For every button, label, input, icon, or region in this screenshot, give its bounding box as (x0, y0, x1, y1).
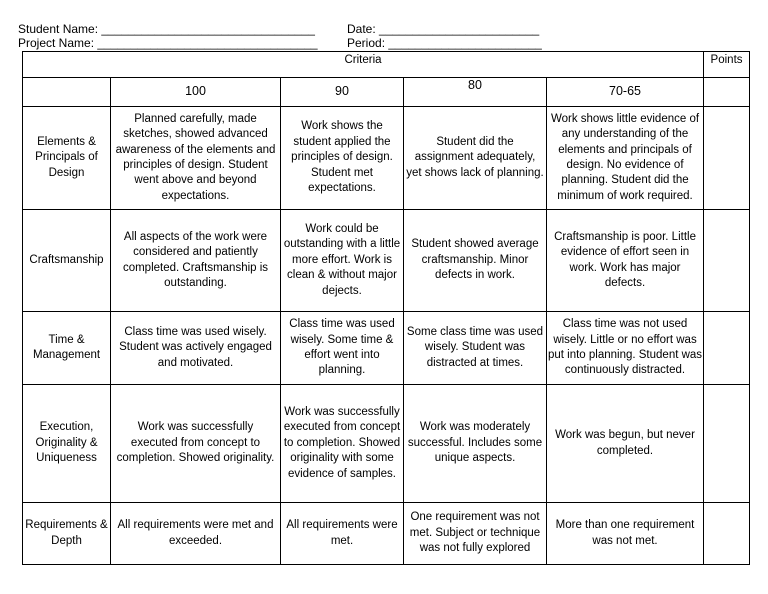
points-cell (704, 107, 750, 210)
criteria-header-row (23, 52, 750, 78)
points-header: Points (704, 52, 750, 78)
cell-70-65: More than one requirement was not met. (547, 503, 704, 565)
score-header-90: 90 (281, 78, 404, 107)
cell-70-65: Craftsmanship is poor. Little evidence of effort seen in work. Work has major defects. (547, 210, 704, 312)
cell-70-65: Class time was not used wisely. Little or no effort was put into planning. Student was continuously distracted. (547, 312, 704, 385)
criteria-header: Criteria (23, 52, 704, 78)
cell-90: Work shows the student applied the principles of design. Student met expectations. (281, 107, 404, 210)
table-row (23, 503, 750, 565)
cell-80: Student did the assignment adequately, yet shows lack of planning. (404, 107, 547, 210)
points-cell (704, 210, 750, 312)
cell-70-65: Work shows little evidence of any understanding of the elements and principals of design. No evidence of planning. Student did the minimum of work required. (547, 107, 704, 210)
cell-100: All requirements were met and exceeded. (111, 503, 281, 565)
score-header-row (23, 78, 750, 107)
cell-80: Some class time was used wisely. Student was distracted at times. (404, 312, 547, 385)
rubric-table (22, 51, 750, 565)
row-category: Craftsmanship (23, 210, 111, 312)
cell-100: Planned carefully, made sketches, showed advanced awareness of the elements and principles of design. Student went above and beyond expectations. (111, 107, 281, 210)
row-category: Time & Management (23, 312, 111, 385)
cell-90: Work could be outstanding with a little more effort. Work is clean & without major dejects. (281, 210, 404, 312)
table-row (23, 385, 750, 503)
row-category: Execution, Originality & Uniqueness (23, 385, 111, 503)
date-field: Date: ________________________ (347, 22, 540, 36)
project-name-field: Project Name: _________________________________ (18, 36, 318, 50)
cell-80: Student showed average craftsmanship. Minor defects in work. (404, 210, 547, 312)
row-category: Requirements & Depth (23, 503, 111, 565)
period-field: Period: _______________________ (347, 36, 542, 50)
cell-100: Work was successfully executed from concept to completion. Showed originality. (111, 385, 281, 503)
table-row (23, 107, 750, 210)
cell-90: Work was successfully executed from concept to completion. Showed originality with some evidence of samples. (281, 385, 404, 503)
table-row (23, 312, 750, 385)
score-header-100: 100 (111, 78, 281, 107)
score-header-blank (23, 78, 111, 107)
cell-100: All aspects of the work were considered and patiently completed. Craftsmanship is outstanding. (111, 210, 281, 312)
cell-90: All requirements were met. (281, 503, 404, 565)
points-cell (704, 385, 750, 503)
cell-100: Class time was used wisely. Student was actively engaged and motivated. (111, 312, 281, 385)
score-header-70-65: 70-65 (547, 78, 704, 107)
cell-80: Work was moderately successful. Includes some unique aspects. (404, 385, 547, 503)
points-cell (704, 312, 750, 385)
student-name-field: Student Name: ________________________________ (18, 22, 315, 36)
cell-80: One requirement was not met. Subject or technique was not fully explored (404, 503, 547, 565)
row-category: Elements & Principals of Design (23, 107, 111, 210)
table-row (23, 210, 750, 312)
cell-90: Class time was used wisely. Some time & effort went into planning. (281, 312, 404, 385)
points-cell (704, 78, 750, 107)
points-cell (704, 503, 750, 565)
cell-70-65: Work was begun, but never completed. (547, 385, 704, 503)
score-header-80: 80 (404, 78, 547, 107)
